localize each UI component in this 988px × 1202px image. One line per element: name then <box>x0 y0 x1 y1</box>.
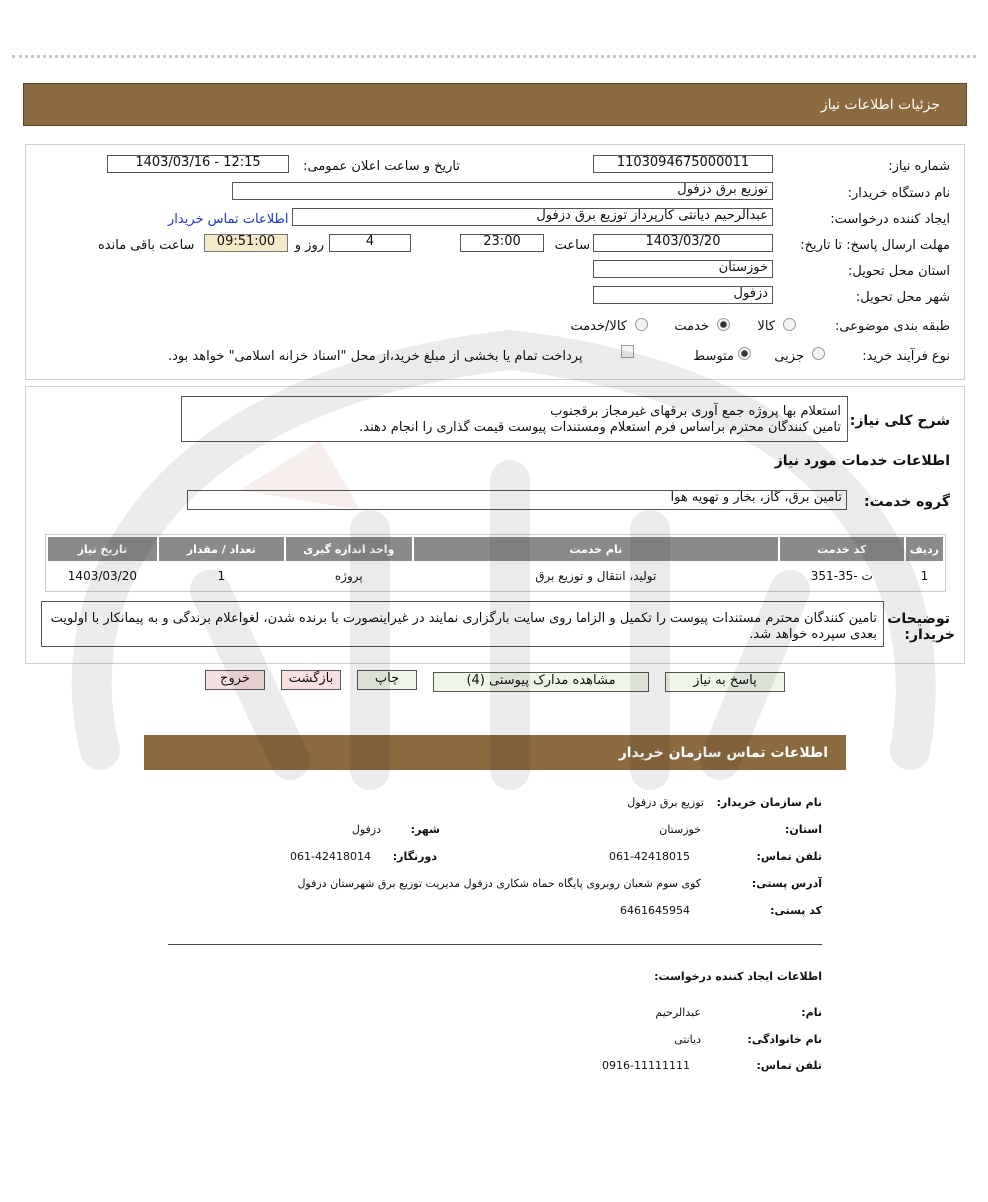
contact-fax-label: دورنگار: <box>392 850 437 863</box>
cell-unit: پروژه <box>334 569 363 583</box>
creator-phone: 0916-11111111 <box>602 1059 690 1072</box>
remaining-time-field: 09:51:00 <box>204 234 288 252</box>
category-option-both: کالا/خدمت <box>570 319 627 334</box>
contact-province-label: استان: <box>785 823 822 836</box>
buyer-notes-box[interactable]: تامین کنندگان محترم مستندات پیوست را تکمیل و الزاما روی سایت بارگزاری نمایند در غیراینصورت با برنده شدن، لغواعلام برندگی و به پیمانکار با اولویت بعدی سپرده خواهد شد. <box>41 601 884 647</box>
buyer-org-label: نام دستگاه خریدار: <box>847 186 950 201</box>
service-group-field[interactable]: تامین برق، گاز، بخار و تهویه هوا <box>187 490 847 510</box>
creator-label: ایجاد کننده درخواست: <box>830 212 950 227</box>
description-line-2: تامین کنندگان محترم براساس فرم استعلام ومستندات پیوست قیمت گذاری را انجام دهند. <box>359 420 841 435</box>
col-service-code: کد خدمت <box>780 537 904 561</box>
process-option-medium: متوسط <box>693 349 734 364</box>
process-radio-minor[interactable] <box>812 347 825 360</box>
creator-info-header: اطلاعات ایجاد کننده درخواست: <box>654 970 822 983</box>
province-field[interactable]: خوزستان <box>593 260 773 278</box>
buyer-notes-label-1: توضیحات <box>887 611 950 627</box>
contact-phone: 061-42418015 <box>609 850 690 863</box>
category-radio-goods[interactable] <box>783 318 796 331</box>
contact-header-title: اطلاعات تماس سازمان خریدار <box>618 745 828 761</box>
description-label: شرح کلی نیاز: <box>849 413 950 429</box>
table-row[interactable] <box>48 563 943 589</box>
deadline-time-field[interactable]: 23:00 <box>460 234 544 252</box>
print-button[interactable]: چاپ <box>357 670 417 690</box>
col-unit: واحد اندازه گیری <box>286 537 412 561</box>
creator-phone-label: تلفن تماس: <box>756 1059 822 1072</box>
reply-button[interactable]: پاسخ به نیاز <box>665 672 785 692</box>
contact-phone-label: تلفن تماس: <box>756 850 822 863</box>
contact-city: دزفول <box>351 823 381 836</box>
description-box[interactable] <box>181 396 848 442</box>
cell-service-code: ت -35-351 <box>810 569 873 583</box>
announce-field[interactable]: 1403/03/16 - 12:15 <box>107 155 289 173</box>
category-option-goods: کالا <box>757 319 775 334</box>
attachments-button[interactable]: مشاهده مدارک پیوستی (4) <box>433 672 649 692</box>
contact-postal: 6461645954 <box>620 904 690 917</box>
col-row: ردیف <box>906 537 943 561</box>
description-line-1: استعلام بها پروژه جمع آوری برقهای غیرمجاز برقجنوب <box>550 404 841 419</box>
contact-address-label: آدرس پستی: <box>751 877 822 890</box>
service-group-label: گروه خدمت: <box>864 494 950 510</box>
contact-province: خوزستان <box>659 823 701 836</box>
page-header <box>23 83 967 126</box>
cell-service-name: تولید، انتقال و توزیع برق <box>535 569 657 583</box>
city-label: شهر محل تحویل: <box>855 290 950 305</box>
process-label: نوع فرآیند خرید: <box>862 349 950 364</box>
contact-header <box>144 735 846 770</box>
contact-fax: 061-42418014 <box>290 850 371 863</box>
process-option-minor: جزیی <box>774 349 804 364</box>
services-table-header <box>48 537 943 561</box>
contact-address: کوی سوم شعبان روبروی پایگاه حماه شکاری دزفول مدیریت توزیع برق شهرستان دزفول <box>297 877 701 890</box>
info-panel <box>25 144 965 380</box>
col-quantity: تعداد / مقدار <box>159 537 284 561</box>
services-table-frame <box>45 534 946 592</box>
contact-org: توزیع برق دزفول <box>627 796 704 809</box>
contact-postal-label: کد پستی: <box>770 904 822 917</box>
need-number-field[interactable]: 1103094675000011 <box>593 155 773 173</box>
payment-note: پرداخت تمام یا بخشی از مبلغ خرید،از محل "اسناد خزانه اسلامی" خواهد بود. <box>168 349 583 364</box>
creator-field[interactable]: عبدالرحیم دیانتی کارپرداز توزیع برق دزفول <box>292 208 773 226</box>
buyer-notes-label-2: خریدار: <box>904 627 955 643</box>
announce-label: تاریخ و ساعت اعلان عمومی: <box>303 159 460 174</box>
contact-divider <box>168 944 822 945</box>
city-field[interactable]: دزفول <box>593 286 773 304</box>
cell-need-date: 1403/03/20 <box>67 569 137 583</box>
deadline-date-field[interactable]: 1403/03/20 <box>593 234 773 252</box>
creator-name-label: نام: <box>801 1006 822 1019</box>
page-title: جزئیات اطلاعات نیاز <box>820 97 940 113</box>
back-button[interactable]: بازگشت <box>281 670 341 690</box>
cell-row: 1 <box>920 569 929 583</box>
category-radio-service[interactable] <box>717 318 730 331</box>
process-radio-medium[interactable] <box>738 347 751 360</box>
creator-family: دیانتی <box>674 1033 701 1046</box>
hour-label: ساعت <box>554 238 590 253</box>
remaining-label: ساعت باقی مانده <box>98 238 195 253</box>
days-label: روز و <box>294 238 324 253</box>
services-table <box>46 535 945 591</box>
exit-button[interactable]: خروج <box>205 670 265 690</box>
category-option-service: خدمت <box>674 319 709 334</box>
days-field[interactable]: 4 <box>329 234 411 252</box>
services-title: اطلاعات خدمات مورد نیاز <box>774 453 950 469</box>
buyer-org-field[interactable]: توزیع برق دزفول <box>232 182 773 200</box>
category-label: طبقه بندی موضوعی: <box>834 319 950 334</box>
col-service-name: نام خدمت <box>414 537 778 561</box>
need-number-label: شماره نیاز: <box>888 159 950 174</box>
buyer-contact-link[interactable]: اطلاعات تماس خریدار <box>168 212 289 227</box>
payment-checkbox[interactable] <box>621 345 634 358</box>
contact-city-label: شهر: <box>410 823 440 836</box>
province-label: استان محل تحویل: <box>848 264 950 279</box>
creator-name: عبدالرحیم <box>655 1006 701 1019</box>
deadline-label: مهلت ارسال پاسخ: تا تاریخ: <box>800 238 950 253</box>
contact-org-label: نام سازمان خریدار: <box>716 796 822 809</box>
category-radio-both[interactable] <box>635 318 648 331</box>
cell-quantity: 1 <box>217 569 226 583</box>
top-divider <box>12 55 976 58</box>
col-need-date: تاریخ نیاز <box>48 537 157 561</box>
creator-family-label: نام خانوادگی: <box>747 1033 822 1046</box>
